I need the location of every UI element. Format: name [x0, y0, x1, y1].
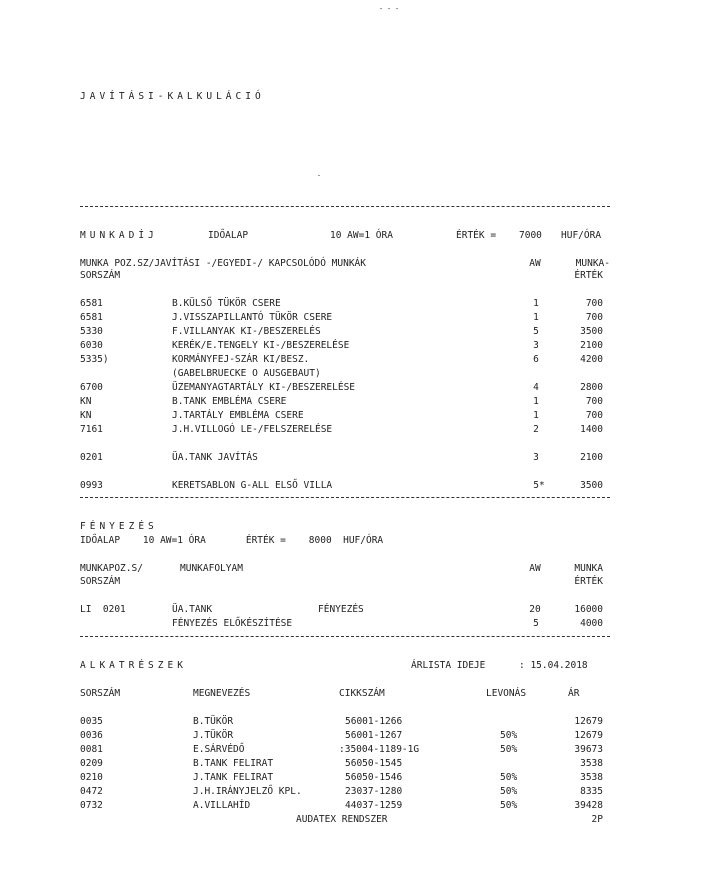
parts-row-name: J.TANK FELIRAT [193, 772, 274, 783]
parts-row-no: 0081 [80, 744, 103, 755]
labor-title: MUNKADÍJ [80, 230, 158, 241]
labor-row-desc: KORMÁNYFEJ-SZÁR KI/BESZ. [172, 354, 310, 365]
paint-col-aw: AW [529, 563, 541, 574]
labor-row-desc: J.H.VILLOGÓ LE-/FELSZERELÉSE [172, 424, 333, 435]
parts-col-discount: LEVONÁS [486, 688, 527, 699]
labor-row-value: 700 [585, 396, 603, 407]
footer-system: AUDATEX RENDSZER [296, 814, 388, 825]
labor-row-aw: 1 [533, 410, 539, 421]
labor-row-value: 2800 [580, 382, 603, 393]
labor-row-desc: (GABELBRUECKE O AUSGEBAUT) [172, 368, 321, 379]
parts-row-no: 0209 [80, 758, 103, 769]
parts-row-discount: 50% [500, 730, 518, 741]
parts-row-part: 23037-1280 [345, 786, 403, 797]
labor-row-code: 0993 [80, 480, 103, 491]
parts-row-no: 0036 [80, 730, 103, 741]
labor-row-aw: 6 [533, 354, 539, 365]
labor-row-value: 4200 [580, 354, 603, 365]
scan-mark [380, 8, 382, 9]
paint-row-value: 4000 [580, 618, 603, 629]
labor-row-aw: 1 [533, 396, 539, 407]
labor-value-label: ÉRTÉK = [456, 230, 497, 241]
labor-row-value: 700 [585, 312, 603, 323]
paint-col-header: MUNKAPOZ.S/ [80, 563, 143, 574]
labor-row-desc: ÜA.TANK JAVÍTÁS [172, 452, 258, 463]
parts-col-name: MEGNEVEZÉS [193, 688, 251, 699]
parts-row-part: 56050-1545 [345, 758, 403, 769]
parts-row-part: 56001-1267 [345, 730, 403, 741]
divider [80, 636, 610, 637]
labor-row-desc: F.VILLANYAK KI-/BESZERELÉS [172, 326, 321, 337]
paint-title: FÉNYEZÉS [80, 521, 158, 532]
divider [80, 206, 610, 207]
labor-row-code: 6581 [80, 298, 103, 309]
labor-row-desc: KERETSABLON G-ALL ELSŐ VILLA [172, 480, 333, 491]
labor-row-code: KN [80, 396, 92, 407]
labor-row-aw: 5 [533, 326, 539, 337]
labor-row-value: 3500 [580, 326, 603, 337]
labor-row-code: 5335) [80, 354, 109, 365]
labor-row-aw: 5* [533, 480, 545, 491]
labor-col-header: MUNKA POZ.SZ/JAVÍTÁSI -/EGYEDI-/ KAPCSOLÓDÓ MUNKÁK [80, 258, 366, 269]
page-number: 2P [591, 814, 603, 825]
parts-col-price: ÁR [568, 688, 580, 699]
labor-row-aw: 3 [533, 340, 539, 351]
price-date: : 15.04.2018 [519, 660, 588, 671]
parts-row-price: 3538 [580, 758, 603, 769]
labor-value: 7000 [519, 230, 542, 241]
parts-row-price: 8335 [580, 786, 603, 797]
parts-row-name: B.TANK FELIRAT [193, 758, 274, 769]
labor-row-code: 5330 [80, 326, 103, 337]
labor-time-basis: IDŐALAP [208, 230, 249, 241]
paint-row-code: LI 0201 [80, 604, 126, 615]
labor-row-value: 2100 [580, 340, 603, 351]
labor-col-aw: AW [529, 258, 541, 269]
labor-row-code: KN [80, 410, 92, 421]
parts-row-no: 0035 [80, 716, 103, 727]
divider [80, 497, 610, 498]
parts-row-name: A.VILLAHÍD [193, 800, 251, 811]
labor-row-aw: 1 [533, 312, 539, 323]
parts-row-discount: 50% [500, 744, 518, 755]
labor-row-code: 0201 [80, 452, 103, 463]
price-date-label: ÁRLISTA IDEJE [411, 660, 486, 671]
labor-row-value: 1400 [580, 424, 603, 435]
scan-mark [318, 175, 320, 176]
paint-col-value: MUNKA [574, 563, 603, 574]
labor-row-aw: 4 [533, 382, 539, 393]
paint-row-aw: 5 [533, 618, 539, 629]
labor-col-value: MUNKA- [575, 258, 610, 269]
document-title: JAVÍTÁSI-KALKULÁCIÓ [80, 91, 265, 102]
parts-title: ALKATRÉSZEK [80, 660, 187, 671]
labor-row-desc: ÜZEMANYAGTARTÁLY KI-/BESZERELÉSE [172, 382, 356, 393]
parts-row-part: 56001-1266 [345, 716, 403, 727]
parts-row-no: 0732 [80, 800, 103, 811]
labor-row-aw: 3 [533, 452, 539, 463]
labor-row-value: 3500 [580, 480, 603, 491]
parts-row-price: 39428 [574, 800, 603, 811]
labor-row-aw: 1 [533, 298, 539, 309]
parts-row-part: 56050-1546 [345, 772, 403, 783]
labor-row-desc: B.TANK EMBLÉMA CSERE [172, 396, 287, 407]
labor-row-desc: B.KÜLSŐ TÜKÖR CSERE [172, 298, 281, 309]
labor-row-code: 6030 [80, 340, 103, 351]
labor-row-code: 6700 [80, 382, 103, 393]
parts-row-part: :35004-1189-1G [339, 744, 420, 755]
parts-row-name: J.TÜKÖR [193, 730, 234, 741]
parts-row-discount: 50% [500, 772, 518, 783]
parts-row-price: 12679 [574, 730, 603, 741]
parts-row-no: 0210 [80, 772, 103, 783]
labor-row-value: 700 [585, 298, 603, 309]
parts-row-name: J.H.IRÁNYJELZŐ KPL. [193, 786, 302, 797]
labor-col-header-no: SORSZÁM [80, 270, 121, 281]
paint-row-type: FÉNYEZÉS [318, 604, 364, 615]
paint-row-desc: FÉNYEZÉS ELŐKÉSZÍTÉSE [172, 618, 293, 629]
labor-row-value: 700 [585, 410, 603, 421]
paint-basis-line: IDŐALAP 10 AW=1 ÓRA ÉRTÉK = 8000 HUF/ÓRA [80, 535, 384, 546]
labor-row-code: 7161 [80, 424, 103, 435]
parts-row-name: B.TÜKÖR [193, 716, 234, 727]
labor-rate: 10 AW=1 ÓRA [330, 230, 393, 241]
paint-row-desc: ÜA.TANK [172, 604, 213, 615]
parts-row-price: 3538 [580, 772, 603, 783]
paint-col-process: MUNKAFOLYAM [180, 563, 243, 574]
paint-col-header-no: SORSZÁM [80, 576, 121, 587]
parts-row-price: 12679 [574, 716, 603, 727]
labor-col-value-b: ÉRTÉK [574, 270, 603, 281]
parts-row-part: 44037-1259 [345, 800, 403, 811]
paint-col-value-b: ÉRTÉK [574, 576, 603, 587]
labor-row-code: 6581 [80, 312, 103, 323]
labor-unit: HUF/ÓRA [561, 230, 602, 241]
labor-row-desc: KERÉK/E.TENGELY KI-/BESZERELÉSE [172, 340, 350, 351]
labor-row-value: 2100 [580, 452, 603, 463]
scan-mark [388, 8, 390, 9]
parts-row-name: E.SÁRVÉDŐ [193, 744, 245, 755]
parts-col-part: CIKKSZÁM [339, 688, 385, 699]
paint-row-value: 16000 [574, 604, 603, 615]
scan-mark [396, 8, 398, 9]
parts-row-price: 39673 [574, 744, 603, 755]
parts-row-no: 0472 [80, 786, 103, 797]
labor-row-desc: J.TARTÁLY EMBLÉMA CSERE [172, 410, 304, 421]
labor-row-desc: J.VISSZAPILLANTÓ TÜKÖR CSERE [172, 312, 333, 323]
parts-col-no: SORSZÁM [80, 688, 121, 699]
parts-row-discount: 50% [500, 786, 518, 797]
parts-row-discount: 50% [500, 800, 518, 811]
paint-row-aw: 20 [529, 604, 541, 615]
labor-row-aw: 2 [533, 424, 539, 435]
